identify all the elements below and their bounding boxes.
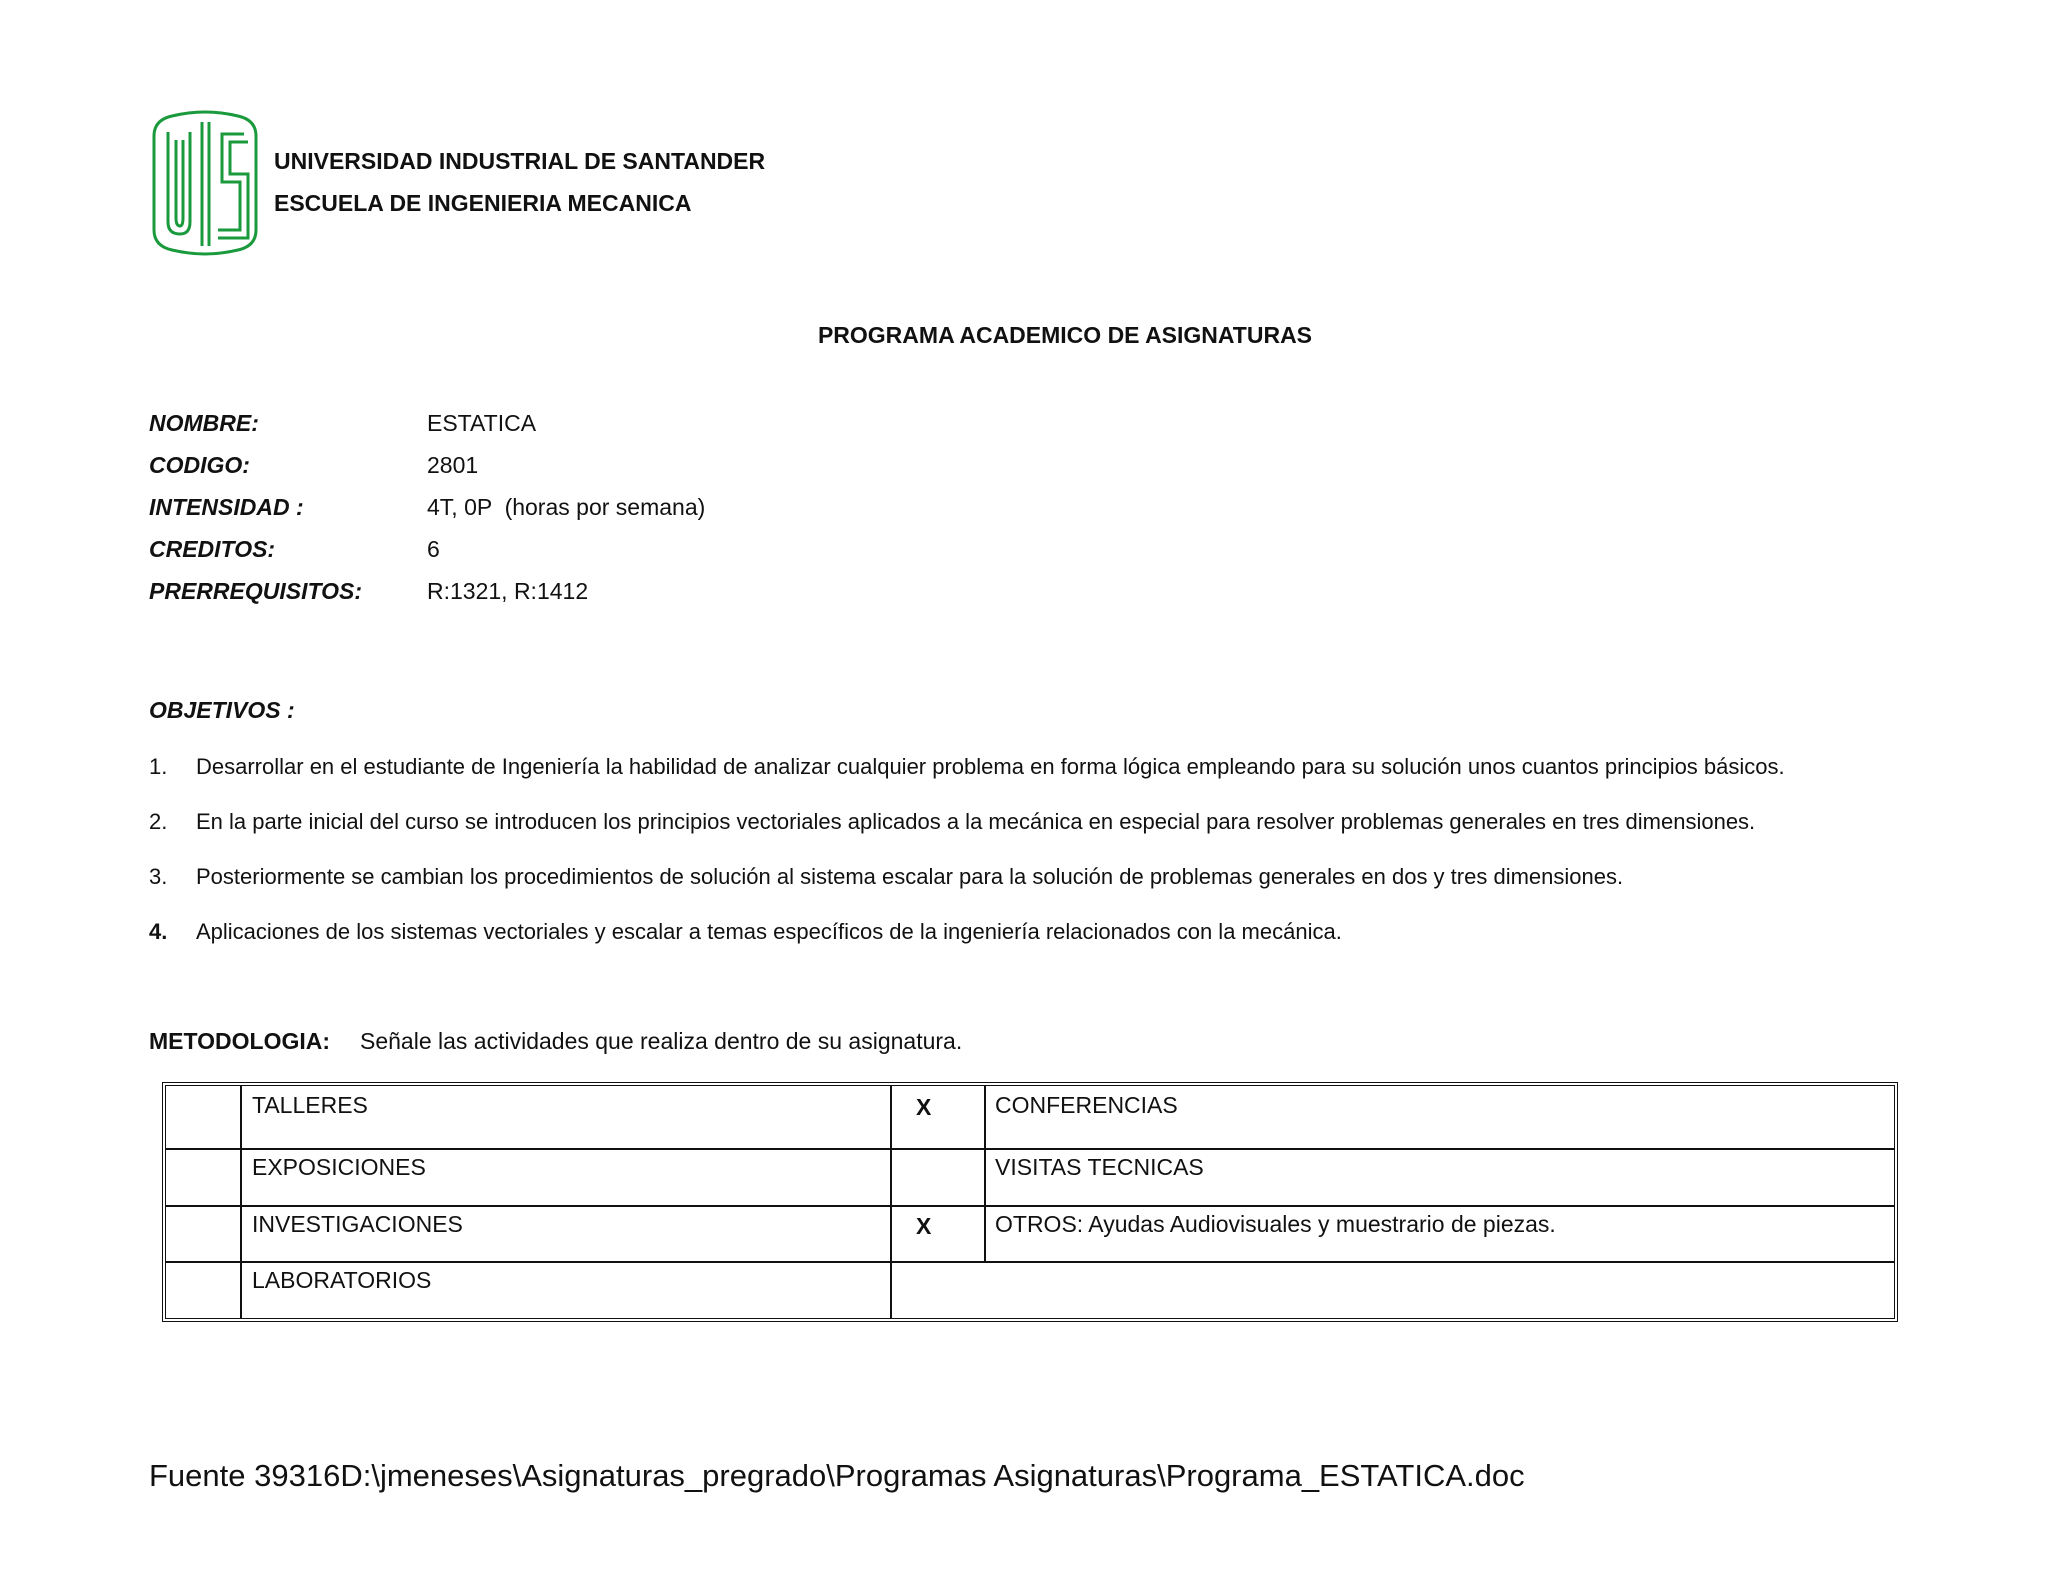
info-label-nombre: NOMBRE:: [149, 410, 259, 436]
objective-number: 3.: [149, 864, 168, 889]
cell-visitas-tecnicas: VISITAS TECNICAS: [995, 1154, 1204, 1180]
table-divider: [890, 1086, 892, 1318]
info-value-nombre: ESTATICA: [427, 410, 537, 436]
cell-otros: OTROS: Ayudas Audiovisuales y muestrario de piezas.: [995, 1211, 1556, 1237]
cell-investigaciones: INVESTIGACIONES: [252, 1211, 463, 1237]
info-label-creditos: CREDITOS:: [149, 536, 276, 562]
info-value-creditos: 6: [427, 536, 440, 562]
info-value-codigo: 2801: [427, 452, 479, 478]
objective-text: Desarrollar en el estudiante de Ingeniería la habilidad de analizar cualquier problema en forma lógica empleando para su solución unos cuantos principios básicos.: [196, 754, 1785, 779]
mark-otros: X: [916, 1213, 932, 1239]
info-label-codigo: CODIGO:: [149, 452, 250, 478]
objective-text: Aplicaciones de los sistemas vectoriales y escalar a temas específicos de la ingeniería relacionados con la mecánica.: [196, 919, 1342, 944]
objective-text: Posteriormente se cambian los procedimientos de solución al sistema escalar para la solución de problemas generales en dos y tres dimensiones.: [196, 864, 1624, 889]
school-name: ESCUELA DE INGENIERIA MECANICA: [274, 190, 692, 216]
info-label-intensidad: INTENSIDAD :: [149, 494, 304, 520]
info-value-intensidad: 4T, 0P (horas por semana): [427, 494, 706, 520]
objective-number: 4.: [149, 919, 168, 944]
table-divider: [240, 1086, 242, 1318]
table-divider: [166, 1261, 1894, 1263]
mark-conferencias: X: [916, 1094, 932, 1120]
cell-exposiciones: EXPOSICIONES: [252, 1154, 426, 1180]
objectives-heading: OBJETIVOS :: [149, 697, 295, 723]
uis-logo: [150, 110, 260, 256]
document-title: PROGRAMA ACADEMICO DE ASIGNATURAS: [817, 322, 1313, 348]
methodology-description: Señale las actividades que realiza dentro de su asignatura.: [360, 1028, 963, 1054]
methodology-label: METODOLOGIA:: [149, 1028, 331, 1054]
info-label-prerrequisitos: PRERREQUISITOS:: [149, 578, 362, 604]
cell-laboratorios: LABORATORIOS: [252, 1267, 432, 1293]
table-divider: [166, 1205, 1894, 1207]
objective-number: 1.: [149, 754, 168, 779]
footer-source-path: Fuente 39316D:\jmeneses\Asignaturas_pregrado\Programas Asignaturas\Programa_ESTATICA.doc: [149, 1458, 1525, 1493]
objective-number: 2.: [149, 809, 168, 834]
table-divider: [166, 1148, 1894, 1150]
cell-conferencias: CONFERENCIAS: [995, 1092, 1178, 1118]
info-value-prerrequisitos: R:1321, R:1412: [427, 578, 589, 604]
cell-talleres: TALLERES: [252, 1092, 368, 1118]
table-divider: [984, 1086, 986, 1261]
objective-text: En la parte inicial del curso se introducen los principios vectoriales aplicados a la mecánica en especial para resolver problemas generales en tres dimensiones.: [196, 809, 1756, 834]
methodology-table: [162, 1082, 1898, 1322]
university-name: UNIVERSIDAD INDUSTRIAL DE SANTANDER: [274, 148, 766, 174]
